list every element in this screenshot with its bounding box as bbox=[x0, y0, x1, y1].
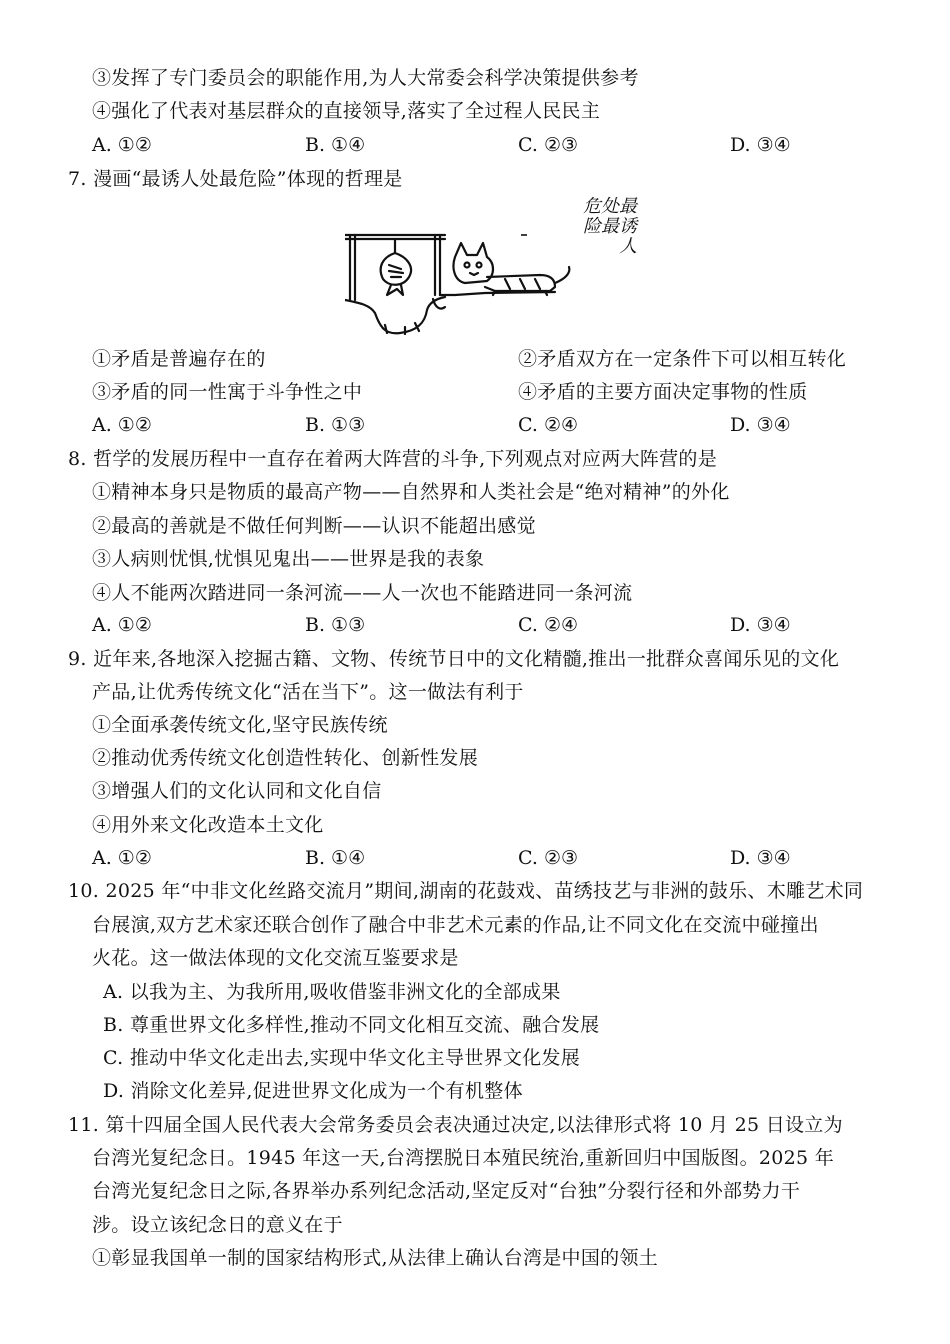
cartoon-most-tempting-most-dangerous bbox=[345, 195, 645, 335]
cartoon-caption-line-3: 人 bbox=[619, 236, 637, 257]
q9-item-3: ③增强人们的文化认同和文化自信 bbox=[92, 780, 382, 802]
q11-stem-line-2: 台湾光复纪念日。1945 年这一天,台湾摆脱日本殖民统治,重新回归中国版图。2025 年 bbox=[92, 1147, 835, 1169]
q10-stem-line-3: 火花。这一做法体现的文化交流互鉴要求是 bbox=[92, 947, 459, 969]
cartoon-caption-line-1: 危处最 bbox=[583, 196, 637, 217]
q8-item-3: ③人病则忧惧,忧惧见鬼出——世界是我的表象 bbox=[92, 548, 485, 570]
q10-option-a: A. 以我为主、为我所用,吸收借鉴非洲文化的全部成果 bbox=[103, 981, 561, 1003]
q8-option-d: D. ③④ bbox=[730, 614, 791, 636]
q8-item-4: ④人不能两次踏进同一条河流——人一次也不能踏进同一条河流 bbox=[92, 582, 633, 604]
q7-option-a: A. ①② bbox=[92, 414, 152, 436]
q9-stem-line-2: 产品,让优秀传统文化“活在当下”。这一做法有利于 bbox=[92, 681, 524, 703]
q7-option-c: C. ②④ bbox=[518, 414, 579, 436]
q8-option-c: C. ②④ bbox=[518, 614, 579, 636]
q9-option-d: D. ③④ bbox=[730, 847, 791, 869]
q6-item-3: ③发挥了专门委员会的职能作用,为人大常委会科学决策提供参考 bbox=[92, 67, 639, 89]
q8-option-a: A. ①② bbox=[92, 614, 152, 636]
q7-option-d: D. ③④ bbox=[730, 414, 791, 436]
q11-stem-line-1: 11. 第十四届全国人民代表大会常务委员会表决通过决定,以法律形式将 10 月 25 日设立为 bbox=[68, 1114, 843, 1136]
q7-item-2: ②矛盾双方在一定条件下可以相互转化 bbox=[518, 348, 847, 370]
q6-option-d: D. ③④ bbox=[730, 134, 791, 156]
q11-item-1: ①彰显我国单一制的国家结构形式,从法律上确认台湾是中国的领土 bbox=[92, 1247, 659, 1269]
q7-option-b: B. ①③ bbox=[305, 414, 366, 436]
q6-item-4: ④强化了代表对基层群众的直接领导,落实了全过程人民民主 bbox=[92, 100, 601, 122]
cartoon-caption-line-2: 险最诱 bbox=[583, 216, 637, 237]
q10-stem-line-2: 台展演,双方艺术家还联合创作了融合中非艺术元素的作品,让不同文化在交流中碰撞出 bbox=[92, 914, 819, 936]
q9-item-2: ②推动优秀传统文化创造性转化、创新性发展 bbox=[92, 747, 479, 769]
q10-stem-line-1: 10. 2025 年“中非文化丝路交流月”期间,湖南的花鼓戏、苗绣技艺与非洲的鼓乐、木雕艺术同 bbox=[68, 880, 864, 902]
q8-option-b: B. ①③ bbox=[305, 614, 366, 636]
q8-item-2: ②最高的善就是不做任何判断——认识不能超出感觉 bbox=[92, 515, 536, 537]
q9-item-4: ④用外来文化改造本土文化 bbox=[92, 814, 324, 836]
q6-option-a: A. ①② bbox=[92, 134, 152, 156]
q8-stem: 8. 哲学的发展历程中一直存在着两大阵营的斗争,下列观点对应两大阵营的是 bbox=[68, 448, 718, 470]
q7-item-4: ④矛盾的主要方面决定事物的性质 bbox=[518, 381, 808, 403]
q9-option-c: C. ②③ bbox=[518, 847, 579, 869]
q10-option-d: D. 消除文化差异,促进世界文化成为一个有机整体 bbox=[103, 1080, 523, 1102]
q7-item-3: ③矛盾的同一性寓于斗争性之中 bbox=[92, 381, 363, 403]
q9-stem-line-1: 9. 近年来,各地深入挖掘古籍、文物、传统节日中的文化精髓,推出一批群众喜闻乐见的文化 bbox=[68, 648, 840, 670]
q7-stem: 7. 漫画“最诱人处最危险”体现的哲理是 bbox=[68, 168, 403, 190]
q7-item-1: ①矛盾是普遍存在的 bbox=[92, 348, 266, 370]
q11-stem-line-4: 涉。设立该纪念日的意义在于 bbox=[92, 1214, 343, 1236]
q8-item-1: ①精神本身只是物质的最高产物——自然界和人类社会是“绝对精神”的外化 bbox=[92, 481, 730, 503]
q10-option-b: B. 尊重世界文化多样性,推动不同文化相互交流、融合发展 bbox=[103, 1014, 600, 1036]
q9-option-b: B. ①④ bbox=[305, 847, 366, 869]
q9-option-a: A. ①② bbox=[92, 847, 152, 869]
q9-item-1: ①全面承袭传统文化,坚守民族传统 bbox=[92, 714, 388, 736]
q11-stem-line-3: 台湾光复纪念日之际,各界举办系列纪念活动,坚定反对“台独”分裂行径和外部势力干 bbox=[92, 1180, 801, 1202]
cartoon-caption bbox=[583, 197, 637, 257]
q10-option-c: C. 推动中华文化走出去,实现中华文化主导世界文化发展 bbox=[103, 1047, 581, 1069]
q6-option-c: C. ②③ bbox=[518, 134, 579, 156]
q6-option-b: B. ①④ bbox=[305, 134, 366, 156]
